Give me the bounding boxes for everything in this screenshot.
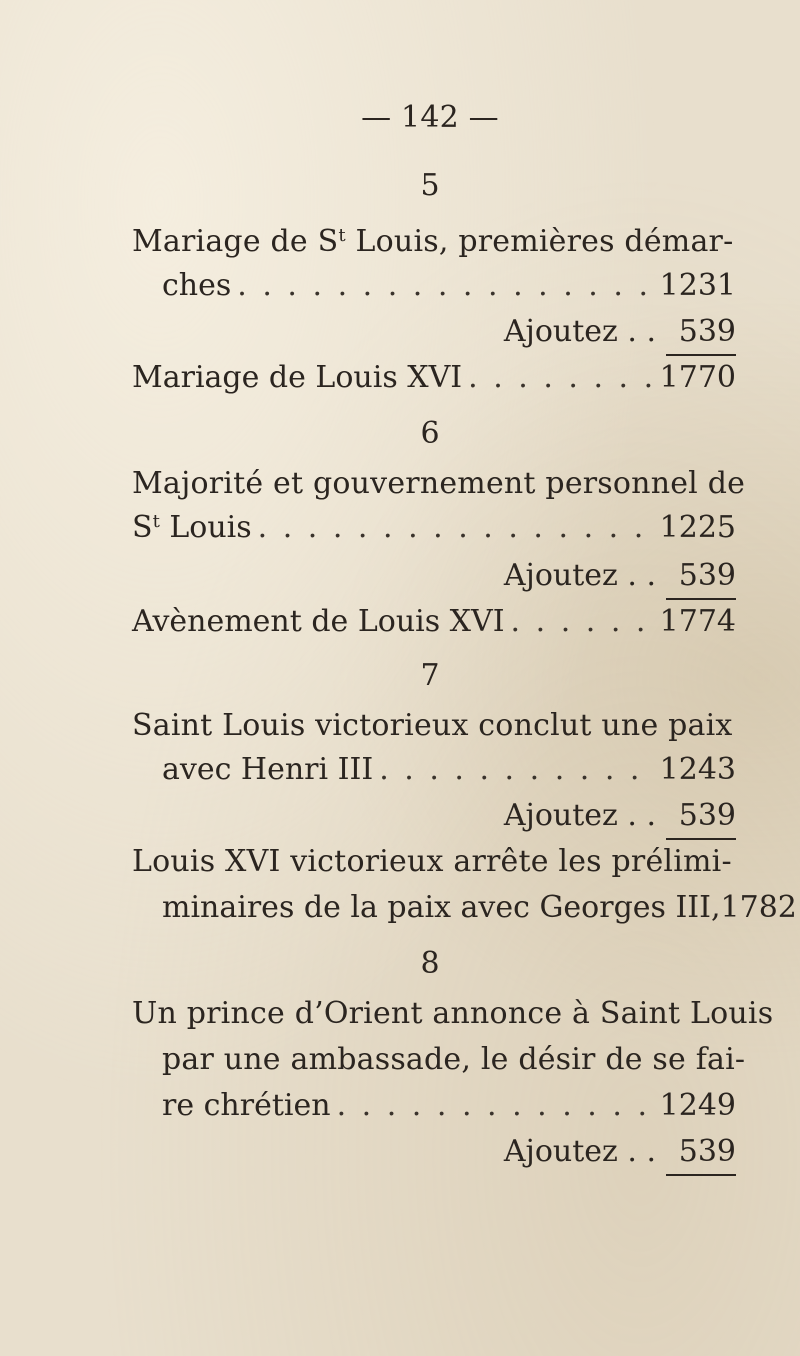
section-6-entry-1: [132, 508, 736, 548]
section-6-entry-2-year: 1774: [659, 604, 736, 639]
section-number-8: 8: [420, 946, 440, 981]
add-label: Ajoutez . .: [503, 1134, 656, 1169]
add-label: Ajoutez . .: [503, 558, 656, 593]
section-7-entry-2: [162, 888, 797, 928]
section-6-entry-2: [132, 602, 736, 642]
dot-leader: [237, 266, 651, 306]
section-8-line-2: par une ambassade, le désir de se fai-: [162, 1042, 746, 1077]
add-label: Ajoutez . .: [503, 314, 656, 349]
section-8-add-row: [132, 1132, 736, 1178]
section-5-entry-1: [162, 266, 736, 306]
section-7-entry-2-line-1: Louis XVI victorieux arrête les prélimi-: [132, 844, 732, 879]
add-value: 539: [666, 312, 736, 356]
section-7-entry-1-text: avec Henri III: [162, 752, 374, 787]
dot-leader: [258, 508, 652, 548]
section-6-entry-1-text: $S^t$ Louis: [132, 510, 252, 545]
dot-leader: [511, 602, 652, 642]
dot-leader: [468, 358, 652, 398]
section-6-add-row: [132, 556, 736, 602]
section-8-entry-1-text: re chrétien: [162, 1088, 331, 1123]
section-5-entry-2: [132, 358, 736, 398]
section-number-7: 7: [420, 658, 440, 693]
section-7-entry-2-text: minaires de la paix avec Georges III,: [162, 890, 721, 925]
section-number-5: 5: [420, 168, 440, 203]
section-number-6: 6: [420, 416, 440, 451]
section-8-entry-1: [162, 1086, 736, 1126]
section-8-entry-1-year: 1249: [659, 1088, 736, 1123]
section-5-line-1: Mariage de $S^t$ Louis, premières démar-: [132, 224, 734, 259]
dot-leader: [337, 1086, 652, 1126]
section-7-line-1: Saint Louis victorieux conclut une paix: [132, 708, 733, 743]
section-6-entry-2-text: Avènement de Louis XVI: [132, 604, 505, 639]
section-5-entry-1-text: ches: [162, 268, 232, 303]
add-value: 539: [666, 556, 736, 600]
add-label: Ajoutez . .: [503, 798, 656, 833]
section-8-line-1: Un prince d’Orient annonce à Saint Louis: [132, 996, 774, 1031]
add-value: 539: [666, 796, 736, 840]
section-7-entry-1: [162, 750, 736, 790]
section-7-entry-1-year: 1243: [659, 752, 736, 787]
page-number: — 142 —: [361, 100, 499, 135]
section-5-add-row: [132, 312, 736, 358]
add-value: 539: [666, 1132, 736, 1176]
section-7-add-row: [132, 796, 736, 842]
section-5-entry-2-text: Mariage de Louis XVI: [132, 360, 463, 395]
section-7-entry-2-year: 1782: [720, 890, 797, 925]
section-6-entry-1-year: 1225: [659, 510, 736, 545]
dot-leader: [379, 750, 651, 790]
section-6-line-1: Majorité et gouvernement personnel de: [132, 466, 746, 501]
section-5-entry-2-year: 1770: [659, 360, 736, 395]
section-5-entry-1-year: 1231: [659, 268, 736, 303]
